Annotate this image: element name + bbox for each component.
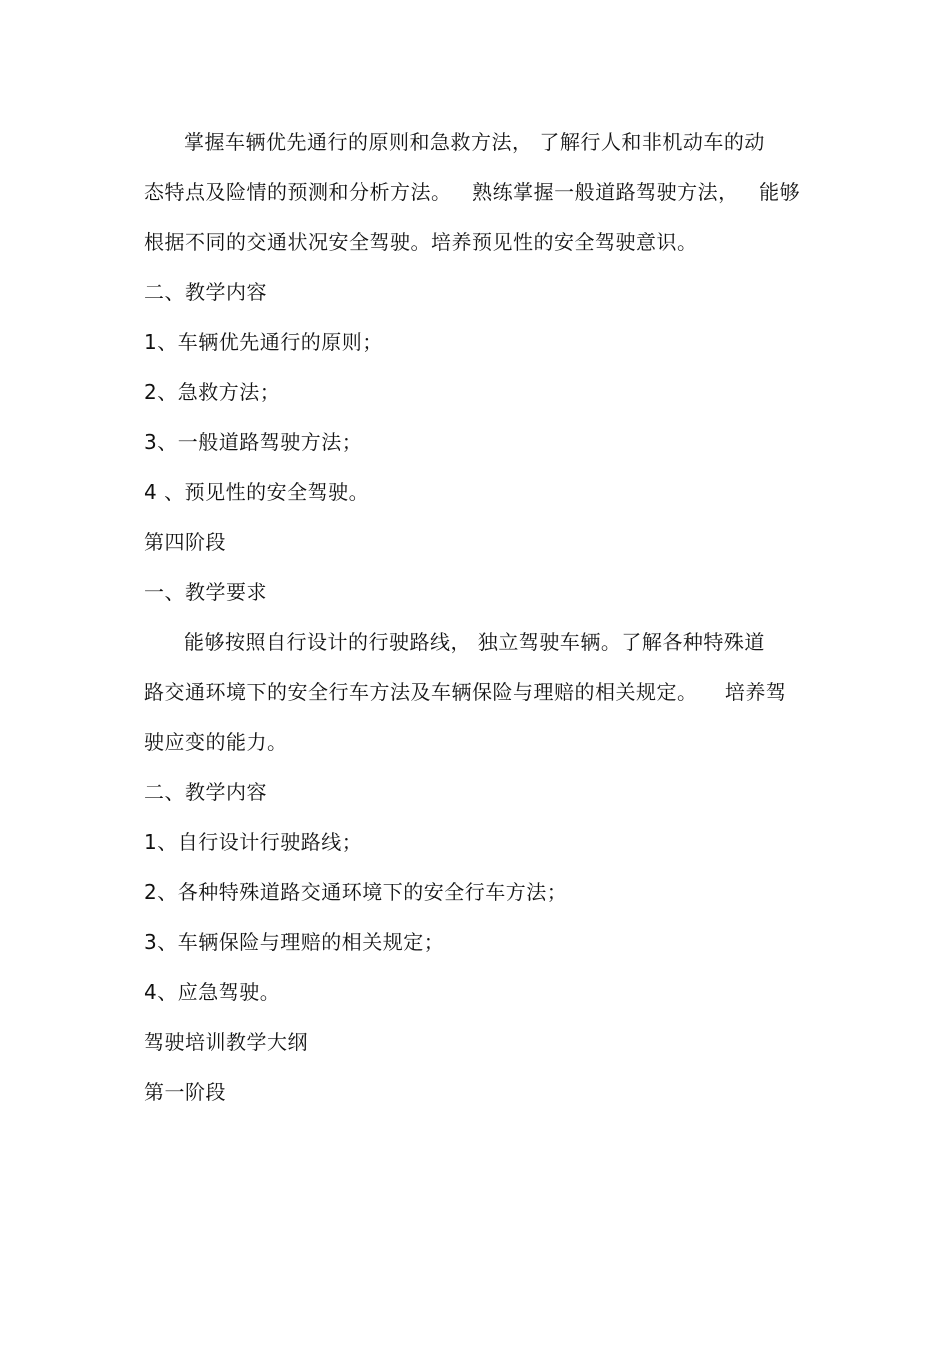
list-item: 1、车辆优先通行的原则； <box>144 330 383 354</box>
list-item: 4、应急驾驶。 <box>144 980 281 1004</box>
section-heading: 二、教学内容 <box>144 780 267 804</box>
section-heading: 一、教学要求 <box>144 580 267 604</box>
paragraph-line: 态特点及险情的预测和分析方法。 熟练掌握一般道路驾驶方法， 能够 <box>144 180 801 204</box>
paragraph-line: 掌握车辆优先通行的原则和急救方法， 了解行人和非机动车的动 <box>184 130 765 154</box>
document-title: 驾驶培训教学大纲 <box>144 1030 308 1054</box>
stage-heading: 第四阶段 <box>144 530 226 554</box>
list-item: 2、各种特殊道路交通环境下的安全行车方法； <box>144 880 568 904</box>
paragraph-line: 能够按照自行设计的行驶路线， 独立驾驶车辆。了解各种特殊道 <box>184 630 765 654</box>
section-heading: 二、教学内容 <box>144 280 267 304</box>
paragraph-line: 根据不同的交通状况安全驾驶。培养预见性的安全驾驶意识。 <box>144 230 698 254</box>
list-item: 4 、预见性的安全驾驶。 <box>144 480 370 504</box>
paragraph-line: 驶应变的能力。 <box>144 730 288 754</box>
paragraph-line: 路交通环境下的安全行车方法及车辆保险与理赔的相关规定。 培养驾 <box>144 680 787 704</box>
list-item: 1、自行设计行驶路线； <box>144 830 363 854</box>
list-item: 3、车辆保险与理赔的相关规定； <box>144 930 445 954</box>
list-item: 2、急救方法； <box>144 380 281 404</box>
stage-heading: 第一阶段 <box>144 1080 226 1104</box>
list-item: 3、一般道路驾驶方法； <box>144 430 363 454</box>
